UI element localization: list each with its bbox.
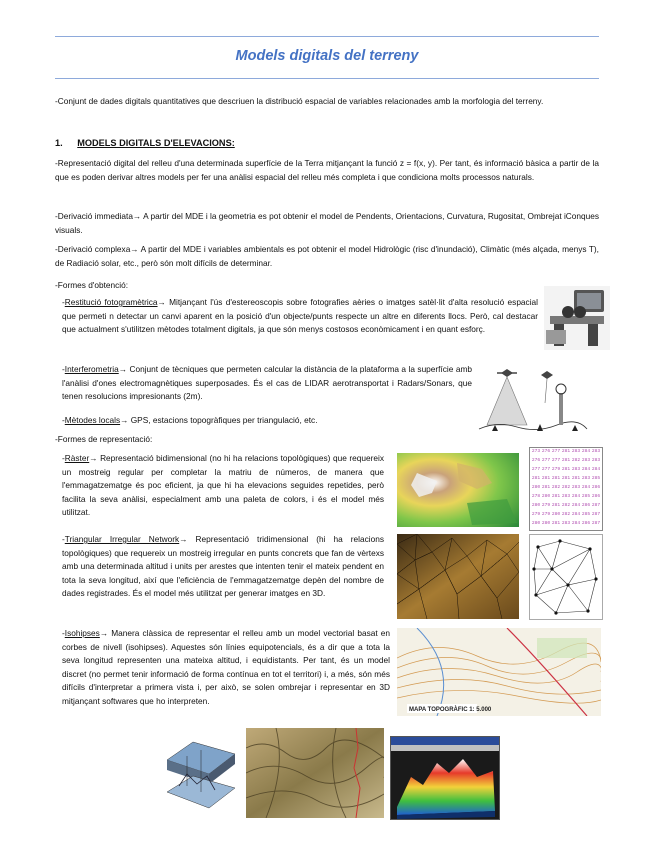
hillshade-map-image (246, 728, 384, 818)
interferometria-label: Interferometria (64, 364, 119, 374)
raster-grid-cell: 281 (541, 476, 551, 481)
restitucio-label: Restitució fotogramètrica (64, 297, 158, 307)
raster-grid-cell: 281 (551, 494, 561, 499)
raster-grid-cell: 281 (561, 449, 571, 454)
raster-grid-cell: 283 (561, 521, 571, 526)
raster-grid-cell: 277 (531, 467, 541, 472)
raster-grid-cell: 281 (541, 485, 551, 490)
raster-grid-cell: 284 (571, 512, 581, 517)
raster-grid-cell: 287 (591, 503, 601, 508)
paragraph-representacio: -Representació digital del relleu d'una determinada superfície de la Terra mitjançant la funció z = f(x, y). Per tant, és informació bàsica a partir de la que es poden derivar altres models per fer una anàlisi espacial del relleu més completa i que condiciona molts processos naturals. (55, 158, 599, 182)
3d-software-render-image (390, 736, 500, 820)
raster-grid-cell: 287 (591, 512, 601, 517)
restitucio-text: → Mitjançant l'ús d'estereoscopis sobre fotografies aèries o imatges satèl·lit d'alta resolució espacial que permeti n detectar un canvi aparent en la posició d'un objecte/punts respecte un altre en diferents llocs. Però, cal destacar que actualment s'utilitzen mètodes totalment digitals, ja que són menys costosos econòmicament i en quant esforç. (62, 297, 538, 335)
title-underline (55, 78, 599, 79)
raster-grid-cell: 281 (561, 458, 571, 463)
raster-grid-cell: 280 (541, 521, 551, 526)
paragraph-tin: -Triangular Irregular Network→ Representació tridimensional (hi ha relacions topològiques) que requereix un mostreig irregular en punts concrets que fan de vèrtexs amb una determinada altitud i units per arestes que intenten tenir el mateix pendent en tota la seva longitud, així que l'eficiència de l'emmagatzematge depèn del nombre de dades registrades. És el model més utilitzat per generar imatges en 3D. (62, 534, 384, 599)
raster-grid-cell: 276 (541, 449, 551, 454)
terrain-3d-wireframe-image (163, 730, 239, 814)
raster-grid-cell: 282 (561, 503, 571, 508)
raster-grid-cell: 281 (561, 476, 571, 481)
raster-grid-cell: 286 (591, 494, 601, 499)
paragraph-isohipses: -Isohipses→ Manera clàssica de representar el relleu amb un model vectorial basat en corbes de nivell (isohipses). Aquestes són línies equipotencials, és a dir que a tota la seva longitud representen una mateixa altitud, i equidistants. Per tant, és un model discret (no permet tenir informació de forma contínua en tot el territori) i, a més, són més difícils d'interpretar a primera vista i, per això, se solen ombrejar i representar en 3D mitjançant softwares que ho interpreten. (62, 628, 390, 706)
raster-grid-cell: 284 (581, 485, 591, 490)
raster-grid-cell: 286 (581, 521, 591, 526)
tin-terrain-image (397, 534, 519, 619)
raster-grid-cell: 285 (591, 476, 601, 481)
formes-obtencio-label: -Formes d'obtenció: (55, 280, 129, 290)
raster-grid-cell: 284 (581, 449, 591, 454)
raster-grid-cell: 280 (531, 485, 541, 490)
raster-grid-cell: 282 (561, 485, 571, 490)
raster-grid-cell: 281 (561, 467, 571, 472)
raster-label: Ràster (64, 453, 90, 463)
paragraph-derivacio-complexa: -Derivació complexa→ A partir del MDE i variables ambientals es pot obtenir el model Hidrològic (risc d'inundació), Climàtic (més alçada, menys T), de Radiació solar, etc., però són molt difícils de determinar. (55, 244, 599, 268)
page-title: Models digitals del terreny (235, 48, 419, 64)
raster-grid-cell: 280 (531, 503, 541, 508)
raster-number-grid (529, 447, 603, 531)
raster-grid-cell: 283 (571, 485, 581, 490)
paragraph-raster: -Ràster→ Representació bidimensional (no hi ha relacions topològiques) que requereix un mostreig regular per completar la matriu de números, de manera que l'emmagatzematge és poc eficient, ja que hi ha elevacions seguides repetides, però facilita la seva anàlisi, especialment amb una paleta de colors, i és el model més utilitzat. (62, 453, 384, 518)
raster-grid-cell: 284 (571, 494, 581, 499)
paragraph-derivacio-immediata: -Derivació immediata→ A partir del MDE i la geometria es pot obtenir el model de Pendents, Orientacions, Curvatura, Rugositat, Ombrejat iConques visuals. (55, 211, 599, 235)
isohipses-text: → Manera clàssica de representar el relleu amb un model vectorial basat en corbes de nivell (isohipses). Aquestes són línies equipotencials, és a dir que a tota la seva longitud representen una mateixa altitud, i equidistants. Per tant, és un model discret (no permet tenir informació de forma contínua en tot el territori) i, a més, són més difícils d'interpretar a primera vista i, per això, se solen ombrejar i representar en 3D mitjançant softwares que ho interpreten. (62, 628, 390, 706)
raster-grid-cell: 277 (551, 449, 561, 454)
interferometria-text: → Conjunt de tècniques que permeten calcular la distància de la plataforma a la superfície amb l'anàlisi d'ones electromagnètiques superposades. És el cas de LIDAR aerotransportat i Radars/Sonars, que tenen resolucions impresionants (2m). (62, 364, 472, 402)
raster-grid-cell: 284 (581, 467, 591, 472)
raster-grid-cell: 277 (551, 458, 561, 463)
paragraph-interferometria: -Interferometria→ Conjunt de tècniques que permeten calcular la distància de la plataforma a la superfície amb l'anàlisi d'ones electromagnètiques superposades. És el cas de LIDAR aerotransportat i Radars/Sonars, que tenen resolucions impresionants (2m). (62, 364, 472, 402)
section-number: 1. (55, 138, 63, 148)
photogrammetry-workstation-image (544, 286, 610, 350)
section-title: MODELS DIGITALS D'ELEVACIONS: (77, 138, 235, 148)
raster-grid-cell: 279 (541, 512, 551, 517)
raster-grid-cell: 280 (541, 494, 551, 499)
raster-grid-cell: 278 (531, 494, 541, 499)
raster-grid-cell: 283 (571, 449, 581, 454)
raster-grid-cell: 282 (571, 458, 581, 463)
raster-grid-cell: 286 (591, 485, 601, 490)
tin-label: Triangular Irregular Network (64, 534, 180, 544)
intro-paragraph: -Conjunt de dades digitals quantitatives que descriuen la distribució espacial de variables relacionades amb la morfologia del terreny. (55, 96, 544, 106)
raster-grid-cell: 283 (581, 458, 591, 463)
paragraph-metodes-locals: -Mètodes locals→ GPS, estacions topogràfiques per triangulació, etc. (62, 415, 318, 425)
raster-dem-image (397, 453, 519, 527)
raster-grid-cell: 283 (581, 476, 591, 481)
raster-grid-cell: 284 (571, 503, 581, 508)
raster-grid-cell: 281 (531, 476, 541, 481)
raster-text: → Representació bidimensional (no hi ha relacions topològiques) que requereix un mostreig regular per completar la matriu de números, de manera que l'emmagatzematge és poc eficient, ja que hi ha elevacions seguides repetides, però facilita la seva anàlisi, especialment amb una paleta de colors, i és el model més utilitzat. (62, 453, 384, 518)
raster-grid-cell: 279 (541, 503, 551, 508)
raster-grid-cell: 287 (591, 521, 601, 526)
metodes-label: Mètodes locals (64, 415, 121, 425)
formes-representacio-label: -Formes de representació: (55, 434, 153, 444)
tin-points-diagram (529, 534, 603, 620)
raster-grid-cell: 282 (551, 485, 561, 490)
raster-grid-cell: 280 (531, 521, 541, 526)
raster-grid-cell: 284 (571, 521, 581, 526)
raster-grid-cell: 279 (551, 467, 561, 472)
raster-grid-cell: 277 (541, 467, 551, 472)
raster-grid-cell: 285 (581, 494, 591, 499)
raster-grid-cell: 285 (581, 512, 591, 517)
raster-grid-cell: 281 (551, 521, 561, 526)
section-heading (55, 138, 235, 148)
isohipses-label: Isohipses (64, 628, 100, 638)
raster-grid-cell: 283 (591, 458, 601, 463)
tin-text: → Representació tridimensional (hi ha relacions topològiques) que requereix un mostreig irregular en punts concrets que fan de vèrtexs amb una determinada altitud i units per arestes que intenten tenir el mateix pendent en tota la seva longitud, així que l'eficiència de l'emmagatzematge depèn del nombre de dades registrades. És el model més utilitzat per generar imatges en 3D. (62, 534, 384, 599)
raster-grid-cell: 281 (551, 476, 561, 481)
map-caption: MAPA TOPOGRÀFIC 1: 5.000 (409, 707, 492, 713)
raster-grid-cell: 273 (531, 449, 541, 454)
top-rule (55, 36, 599, 37)
raster-grid-cell: 283 (561, 494, 571, 499)
raster-grid-cell: 282 (561, 512, 571, 517)
raster-grid-cell: 286 (581, 503, 591, 508)
raster-grid-cell: 281 (571, 476, 581, 481)
paragraph-restitucio: -Restitució fotogramètrica→ Mitjançant l'ús d'estereoscopis sobre fotografies aèries o imatges satèl·lit d'alta resolució espacial que permeti n detectar un canvi aparent en la posició d'un objecte/punts respecte un altre en diferents llocs. Però, cal destacar que actualment s'utilitzen mètodes totalment digitals, ja que són menys costosos econòmicament i en quant esforç. (62, 297, 538, 335)
topographic-map-image (397, 628, 601, 716)
raster-grid-cell: 280 (551, 512, 561, 517)
raster-grid-cell: 281 (551, 503, 561, 508)
metodes-text: → GPS, estacions topogràfiques per triangulació, etc. (120, 415, 318, 425)
raster-grid-cell: 283 (571, 467, 581, 472)
raster-grid-cell: 283 (591, 449, 601, 454)
raster-grid-cell: 276 (531, 458, 541, 463)
raster-grid-cell: 277 (541, 458, 551, 463)
interferometry-diagram-image (477, 363, 589, 438)
raster-grid-cell: 284 (591, 467, 601, 472)
raster-grid-cell: 279 (531, 512, 541, 517)
